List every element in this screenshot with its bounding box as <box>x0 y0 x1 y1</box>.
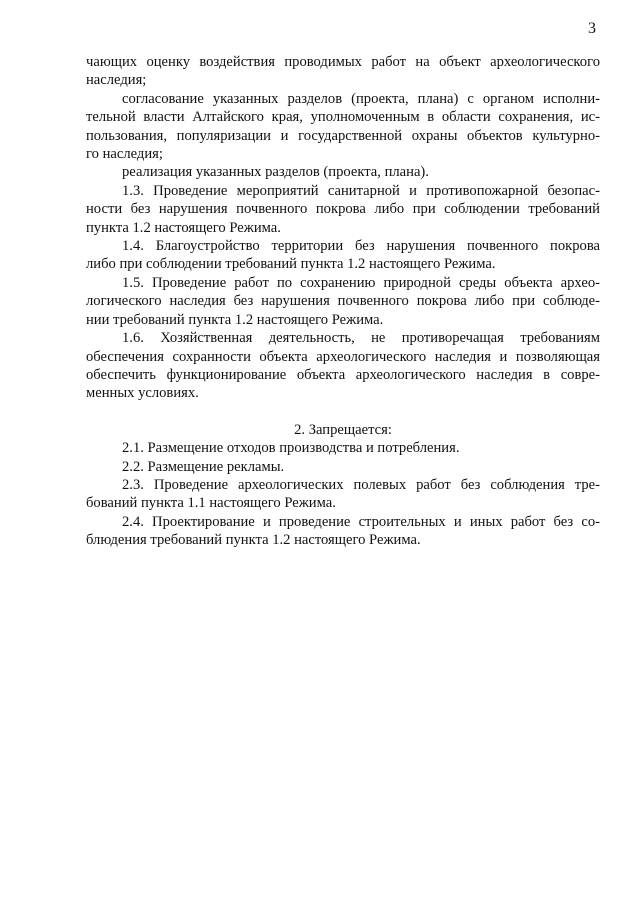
text-line: 1.5. Проведение работ по сохранению природной среды объекта архео- <box>122 274 600 291</box>
paragraph-1-4 <box>86 237 600 274</box>
text-line: ности без нарушения почвенного покрова либо при соблюдении требований <box>86 201 600 218</box>
text-line: согласование указанных разделов (проекта, плана) с органом исполни- <box>122 90 600 107</box>
text-line: бований пункта 1.1 настоящего Режима. <box>86 495 336 512</box>
text-line: наследия; <box>86 72 147 89</box>
text-line: нии требований пункта 1.2 настоящего Режима. <box>86 311 384 328</box>
text-line: менных условиях. <box>86 385 199 402</box>
text-line: тельной власти Алтайского края, уполномоченным в области сохранения, ис- <box>86 109 600 126</box>
text-line: 2.2. Размещение рекламы. <box>122 458 285 475</box>
paragraph-2-4 <box>86 513 600 550</box>
paragraph-1-5 <box>86 274 600 329</box>
paragraph-1-3 <box>86 182 600 237</box>
section-2-heading: 2. Запрещается: <box>294 421 392 438</box>
text-line: 2.3. Проведение археологических полевых работ без соблюдения тре- <box>122 476 600 493</box>
page-number: 3 <box>588 20 596 37</box>
text-line: либо при соблюдении требований пункта 1.2 настоящего Режима. <box>86 256 496 273</box>
text-line: пользования, популяризации и государственной охраны объектов культурно- <box>86 127 600 144</box>
paragraph-2-2 <box>86 458 600 476</box>
text-line: 2.1. Размещение отходов производства и потребления. <box>122 440 460 457</box>
paragraph-2-3 <box>86 476 600 513</box>
text-line: 1.3. Проведение мероприятий санитарной и противопожарной безопас- <box>122 182 600 199</box>
text-line: блюдения требований пункта 1.2 настоящего Режима. <box>86 532 421 549</box>
text-line: реализация указанных разделов (проекта, плана). <box>122 164 429 181</box>
paragraph-2-1 <box>86 439 600 457</box>
paragraph-implementation <box>86 163 600 181</box>
text-line: го наследия; <box>86 146 163 163</box>
text-line: обеспечения сохранности объекта археологического наследия и позволяющая <box>86 348 600 365</box>
paragraph-approval <box>86 90 600 164</box>
text-line: чающих оценку воздействия проводимых работ на объект археологического <box>86 54 600 70</box>
document-body <box>86 53 600 550</box>
paragraph-continuation <box>86 53 600 90</box>
text-line: 2.4. Проектирование и проведение строительных и иных работ без со- <box>122 513 600 530</box>
text-line: 1.6. Хозяйственная деятельность, не противоречащая требованиям <box>122 330 600 347</box>
text-line: 1.4. Благоустройство территории без нарушения почвенного покрова <box>122 238 600 255</box>
text-line: логического наследия без нарушения почвенного покрова либо при соблюде- <box>86 293 600 310</box>
text-line: пункта 1.2 настоящего Режима. <box>86 219 281 236</box>
text-line: обеспечить функционирование объекта археологического наследия в совре- <box>86 366 600 383</box>
paragraph-1-6 <box>86 329 600 403</box>
